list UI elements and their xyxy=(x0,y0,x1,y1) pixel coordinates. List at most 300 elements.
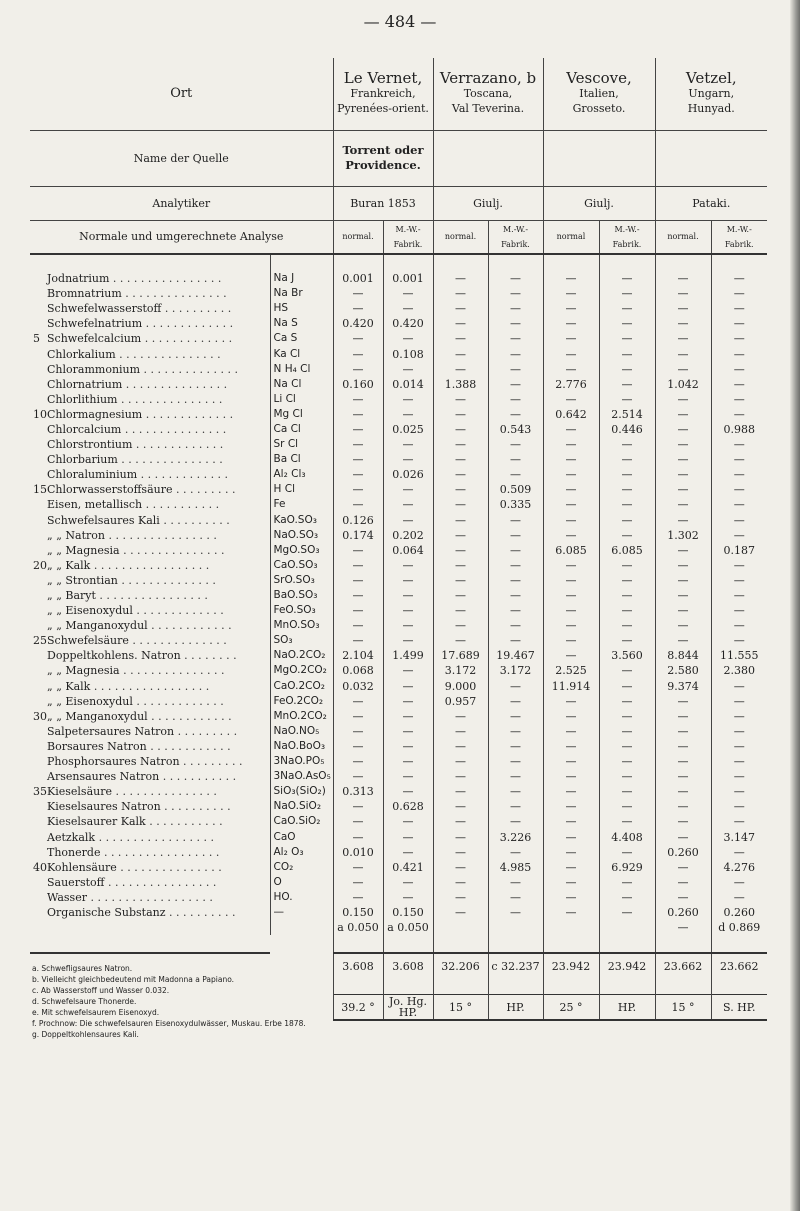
quelle-label: Name der Quelle xyxy=(30,130,333,186)
formula-cell: CaO.2CO₂ xyxy=(270,679,333,694)
value-cell: — xyxy=(599,694,655,709)
substance-name-cell xyxy=(30,482,270,497)
temperature-value: 15 ° xyxy=(433,995,488,1021)
value-cell: — xyxy=(543,739,599,754)
sub-normal: normal. xyxy=(655,220,711,254)
dot-leaders: . . . . . . . . . . . . . . . xyxy=(119,543,225,557)
substance-name-cell xyxy=(30,920,270,935)
value-cell: — xyxy=(333,301,383,316)
formula-cell: N H₄ Cl xyxy=(270,362,333,377)
value-cell: — xyxy=(433,724,488,739)
substance-name-cell xyxy=(30,392,270,407)
substance-name-cell xyxy=(30,377,270,392)
value-cell: — xyxy=(433,875,488,890)
value-cell: — xyxy=(711,558,767,573)
value-cell: — xyxy=(543,845,599,860)
value-cell: — xyxy=(711,709,767,724)
place-sub: Grosseto. xyxy=(572,102,626,116)
value-cell: — xyxy=(488,407,543,422)
value-cell: — xyxy=(383,286,433,301)
place-region: Toscana, xyxy=(463,87,513,101)
value-cell: — xyxy=(383,513,433,528)
value-cell: — xyxy=(655,331,711,346)
table-row xyxy=(30,784,767,799)
value-cell: — xyxy=(488,618,543,633)
value-cell: — xyxy=(488,301,543,316)
value-cell: 2.776 xyxy=(543,377,599,392)
dot-leaders: . . . . . . . . . . . . . . . . . xyxy=(100,845,220,859)
footnote: c. Ab Wasserstoff und Wasser 0.032. xyxy=(32,986,170,995)
table-row xyxy=(30,814,767,829)
value-cell: — xyxy=(488,769,543,784)
dot-leaders: . . . . . . . . . . . . . . . xyxy=(121,287,227,301)
value-cell: — xyxy=(433,769,488,784)
value-cell: 2.580 xyxy=(655,663,711,678)
table-row xyxy=(30,694,767,709)
value-cell: — xyxy=(543,769,599,784)
value-cell: — xyxy=(599,845,655,860)
value-cell: — xyxy=(599,482,655,497)
analyse-label: Normale und umgerechnete Analyse xyxy=(30,220,333,254)
dot-leaders: . . . . . . . . . . . . . xyxy=(137,468,229,482)
value-cell: — xyxy=(543,890,599,905)
dot-leaders: . . . . . . . . . . . . . . xyxy=(117,573,216,587)
formula-cell: — xyxy=(270,905,333,920)
dot-leaders: . . . . . . . . . . . . . . . . xyxy=(104,528,217,542)
column-le-vernet xyxy=(333,58,433,130)
substance-name-cell xyxy=(30,633,270,648)
value-cell: — xyxy=(488,558,543,573)
value-cell: — xyxy=(333,724,383,739)
table-row xyxy=(30,286,767,301)
value-cell: — xyxy=(488,679,543,694)
value-cell: — xyxy=(655,482,711,497)
value-cell: — xyxy=(383,784,433,799)
column-vescove xyxy=(543,58,655,130)
value-cell: — xyxy=(433,709,488,724)
value-cell: — xyxy=(488,890,543,905)
sub-normal: normal. xyxy=(433,220,488,254)
table-row xyxy=(30,528,767,543)
dot-leaders: . . . . . . . . . . . xyxy=(142,498,220,512)
value-cell: d 0.869 xyxy=(711,920,767,935)
substance-name: Bromnatrium xyxy=(47,287,122,301)
table-row xyxy=(30,754,767,769)
value-cell: — xyxy=(543,814,599,829)
quelle-verrazano xyxy=(433,130,543,186)
formula-cell: Na Br xyxy=(270,286,333,301)
value-cell: 2.514 xyxy=(599,407,655,422)
value-cell: 0.126 xyxy=(333,513,383,528)
temperature-value: HP. xyxy=(488,995,543,1021)
value-cell: — xyxy=(333,346,383,361)
value-cell: — xyxy=(333,286,383,301)
substance-name-cell xyxy=(30,543,270,558)
formula-cell: CaO.SiO₂ xyxy=(270,814,333,829)
formula-cell: Na S xyxy=(270,316,333,331)
value-cell: — xyxy=(488,633,543,648)
value-cell: 0.642 xyxy=(543,407,599,422)
value-cell: — xyxy=(599,497,655,512)
value-cell: — xyxy=(599,784,655,799)
table-row xyxy=(30,588,767,603)
value-cell: — xyxy=(333,497,383,512)
value-cell: 0.420 xyxy=(383,316,433,331)
formula-cell: Ca S xyxy=(270,331,333,346)
value-cell: — xyxy=(383,437,433,452)
substance-name: Schwefelnatrium xyxy=(47,317,143,331)
table-row xyxy=(30,769,767,784)
formula-cell: Al₂ O₃ xyxy=(270,845,333,860)
value-cell: — xyxy=(655,392,711,407)
substance-name: Kieselsaures Natron xyxy=(47,800,161,814)
dot-leaders: . . . . . . . . . . . . . . . xyxy=(117,453,223,467)
substance-name: „ „ Eisenoxydul xyxy=(47,604,133,618)
value-cell: — xyxy=(488,709,543,724)
dot-leaders: . . . . . . . . . . . . . . xyxy=(140,362,238,376)
value-cell: — xyxy=(655,271,711,286)
formula-cell: Li Cl xyxy=(270,392,333,407)
analytiker-vescove: Giulj. xyxy=(543,186,655,220)
formula-cell: HO. xyxy=(270,890,333,905)
value-cell: — xyxy=(333,769,383,784)
substance-name-cell xyxy=(30,754,270,769)
value-cell: — xyxy=(599,316,655,331)
dot-leaders: . . . . . . . . . . xyxy=(159,513,230,527)
value-cell: — xyxy=(433,331,488,346)
value-cell: — xyxy=(599,452,655,467)
value-cell: — xyxy=(655,829,711,844)
line-number: 5 xyxy=(33,332,40,346)
substance-name-cell xyxy=(30,558,270,573)
value-cell: 19.467 xyxy=(488,648,543,663)
value-cell: — xyxy=(383,694,433,709)
value-cell: 2.525 xyxy=(543,663,599,678)
value-cell: — xyxy=(711,694,767,709)
formula-cell: Ka Cl xyxy=(270,346,333,361)
total-value: 3.608 xyxy=(383,953,433,978)
table-row xyxy=(30,377,767,392)
value-cell: — xyxy=(383,845,433,860)
value-cell: — xyxy=(599,467,655,482)
footnote: f. Prochnow: Die schwefelsauren Eisenoxydulwässer, Muskau. Erbe 1878. xyxy=(32,1019,306,1028)
dot-leaders: . . . . . . . . . . xyxy=(160,800,231,814)
value-cell: — xyxy=(488,513,543,528)
value-cell: — xyxy=(433,860,488,875)
value-cell: — xyxy=(599,377,655,392)
value-cell: — xyxy=(599,799,655,814)
value-cell: — xyxy=(333,633,383,648)
value-cell: — xyxy=(333,362,383,377)
value-cell: — xyxy=(433,301,488,316)
substance-name: Chlornatrium xyxy=(47,377,123,391)
spacer-row xyxy=(30,254,767,271)
table-row xyxy=(30,543,767,558)
value-cell: — xyxy=(383,362,433,377)
page-number: — 484 — xyxy=(363,12,437,31)
dot-leaders: . . . . . . . . xyxy=(180,649,237,663)
substance-name: „ „ Strontian xyxy=(47,573,118,587)
dot-leaders: . . . . . . . . . . . xyxy=(159,770,237,784)
value-cell: — xyxy=(655,784,711,799)
value-cell: — xyxy=(433,392,488,407)
value-cell: 0.108 xyxy=(383,346,433,361)
value-cell: 0.026 xyxy=(383,467,433,482)
value-cell: — xyxy=(599,573,655,588)
value-cell: — xyxy=(543,724,599,739)
formula-cell: 3NaO.PO₅ xyxy=(270,754,333,769)
value-cell: — xyxy=(655,754,711,769)
value-cell: 6.085 xyxy=(599,543,655,558)
formula-cell: 3NaO.AsO₅ xyxy=(270,769,333,784)
value-cell: — xyxy=(433,573,488,588)
value-cell: — xyxy=(383,709,433,724)
formula-cell: Na J xyxy=(270,271,333,286)
value-cell: — xyxy=(543,633,599,648)
value-cell: — xyxy=(543,648,599,663)
value-cell: — xyxy=(333,437,383,452)
value-cell: — xyxy=(433,845,488,860)
value-cell: 9.374 xyxy=(655,679,711,694)
table-row xyxy=(30,890,767,905)
substance-name-cell xyxy=(30,814,270,829)
substance-name: „ „ Kalk xyxy=(47,679,91,693)
value-cell: — xyxy=(433,528,488,543)
table-row xyxy=(30,316,767,331)
substance-name-cell xyxy=(30,437,270,452)
value-cell: — xyxy=(383,407,433,422)
ort-header-row xyxy=(30,58,767,130)
substance-name: Aetzkalk xyxy=(47,830,96,844)
line-number: 35 xyxy=(33,785,47,799)
value-cell: — xyxy=(599,528,655,543)
dot-leaders: . . . . . . . . . . . . . xyxy=(132,604,224,618)
substance-name: Salpetersaures Natron xyxy=(47,724,175,738)
formula-cell: MgO.2CO₂ xyxy=(270,663,333,678)
substance-name: „ „ Kalk xyxy=(47,558,91,572)
value-cell: — xyxy=(383,679,433,694)
value-cell: — xyxy=(599,286,655,301)
value-cell: — xyxy=(655,875,711,890)
value-cell: — xyxy=(433,739,488,754)
value-cell: — xyxy=(543,301,599,316)
substance-name-cell xyxy=(30,528,270,543)
value-cell: — xyxy=(599,905,655,920)
formula-cell: BaO.SO₃ xyxy=(270,588,333,603)
formula-cell: MnO.2CO₂ xyxy=(270,709,333,724)
formula-cell: SiO₃(SiO₂) xyxy=(270,784,333,799)
value-cell: — xyxy=(433,316,488,331)
value-cell: — xyxy=(488,362,543,377)
value-cell: 0.187 xyxy=(711,543,767,558)
formula-cell: H Cl xyxy=(270,482,333,497)
formula-cell: Ca Cl xyxy=(270,422,333,437)
formula-cell: NaO.SiO₂ xyxy=(270,799,333,814)
dot-leaders: . . . . . . . . . xyxy=(179,755,243,769)
substance-name: Phosphorsaures Natron xyxy=(47,755,180,769)
substance-name-cell xyxy=(30,739,270,754)
substance-name: „ „ Manganoxydul xyxy=(47,619,148,633)
substance-name: Kohlensäure xyxy=(47,860,117,874)
table-row xyxy=(30,799,767,814)
formula-cell: NaO.BoO₃ xyxy=(270,739,333,754)
analytiker-label: Analytiker xyxy=(30,186,333,220)
value-cell xyxy=(433,920,488,935)
dot-leaders: . . . . . . . . . . . . . . . . xyxy=(95,589,208,603)
table-row xyxy=(30,709,767,724)
table-row xyxy=(30,618,767,633)
value-cell: 0.543 xyxy=(488,422,543,437)
dot-leaders: . . . . . . . . . . . . xyxy=(147,619,232,633)
value-cell: — xyxy=(543,271,599,286)
table-row xyxy=(30,346,767,361)
dot-leaders: . . . . . . . . . . . . . . . . . xyxy=(95,830,214,844)
value-cell: — xyxy=(655,860,711,875)
value-cell: 0.160 xyxy=(333,377,383,392)
table-row xyxy=(30,437,767,452)
substance-name-cell xyxy=(30,724,270,739)
value-cell: 1.499 xyxy=(383,648,433,663)
value-cell: — xyxy=(488,724,543,739)
page-binding-edge xyxy=(790,0,800,1211)
value-cell: — xyxy=(543,573,599,588)
dot-leaders: . . . . . . . . . xyxy=(174,724,238,738)
dot-leaders: . . . . . . . . . . xyxy=(161,302,232,316)
value-cell: 1.042 xyxy=(655,377,711,392)
value-cell: 0.068 xyxy=(333,663,383,678)
sub-normal: normal. xyxy=(333,220,383,254)
value-cell: 2.380 xyxy=(711,663,767,678)
value-cell: — xyxy=(655,920,711,935)
substance-name-cell xyxy=(30,407,270,422)
formula-cell xyxy=(270,920,333,935)
value-cell: — xyxy=(711,799,767,814)
substance-name-cell xyxy=(30,452,270,467)
substance-name: Eisen, metallisch xyxy=(47,498,143,512)
substance-name-cell xyxy=(30,588,270,603)
value-cell: — xyxy=(488,331,543,346)
value-cell: — xyxy=(655,769,711,784)
value-cell: — xyxy=(711,603,767,618)
table-row xyxy=(30,905,767,920)
value-cell: — xyxy=(655,618,711,633)
substance-name: Wasser xyxy=(47,890,87,904)
value-cell: — xyxy=(543,467,599,482)
value-cell: — xyxy=(711,769,767,784)
value-cell: — xyxy=(383,618,433,633)
value-cell: — xyxy=(711,301,767,316)
substance-name: Organische Substanz xyxy=(47,905,166,919)
value-cell: 0.010 xyxy=(333,845,383,860)
formula-cell: HS xyxy=(270,301,333,316)
value-cell: — xyxy=(655,407,711,422)
substance-name: Chlorammonium xyxy=(47,362,141,376)
formula-cell: FeO.SO₃ xyxy=(270,603,333,618)
substance-name: Borsaures Natron xyxy=(47,739,147,753)
value-cell: — xyxy=(333,799,383,814)
value-cell: 3.147 xyxy=(711,829,767,844)
value-cell: — xyxy=(599,603,655,618)
substance-name-cell xyxy=(30,497,270,512)
table-row xyxy=(30,648,767,663)
value-cell: — xyxy=(433,452,488,467)
dot-leaders: . . . . . . . . . . . . . . . xyxy=(115,347,221,361)
value-cell: — xyxy=(711,618,767,633)
substance-name-cell xyxy=(30,603,270,618)
formula-cell: CaO xyxy=(270,829,333,844)
value-cell: — xyxy=(599,392,655,407)
substance-name-cell xyxy=(30,286,270,301)
value-cell: — xyxy=(711,784,767,799)
value-cell: — xyxy=(711,497,767,512)
value-cell xyxy=(599,920,655,935)
value-cell: — xyxy=(383,724,433,739)
value-cell: — xyxy=(488,543,543,558)
substance-name-cell xyxy=(30,709,270,724)
substance-name-cell xyxy=(30,331,270,346)
value-cell: — xyxy=(383,392,433,407)
substance-name: Arsensaures Natron xyxy=(47,770,160,784)
formula-cell: CaO.SO₃ xyxy=(270,558,333,573)
line-number: 15 xyxy=(33,483,47,497)
value-cell: — xyxy=(383,497,433,512)
value-cell: — xyxy=(655,633,711,648)
ort-label: Ort xyxy=(30,58,333,130)
value-cell: — xyxy=(655,497,711,512)
formula-cell: NaO.SO₃ xyxy=(270,528,333,543)
value-cell: — xyxy=(488,588,543,603)
value-cell: — xyxy=(333,467,383,482)
value-cell: — xyxy=(383,588,433,603)
value-cell: — xyxy=(433,286,488,301)
dot-leaders: . . . . . . . . . . . . . . xyxy=(128,634,227,648)
analytiker-header-row xyxy=(30,186,767,220)
value-cell: 3.560 xyxy=(599,648,655,663)
value-cell: — xyxy=(543,784,599,799)
value-cell: — xyxy=(383,633,433,648)
value-cell: — xyxy=(543,422,599,437)
substance-name: Thonerde xyxy=(47,845,101,859)
column-verrazano xyxy=(433,58,543,130)
quelle-vescove xyxy=(543,130,655,186)
value-cell: — xyxy=(711,845,767,860)
value-cell: 3.172 xyxy=(433,663,488,678)
table-row xyxy=(30,558,767,573)
value-cell: — xyxy=(433,829,488,844)
value-cell: — xyxy=(333,422,383,437)
value-cell: — xyxy=(711,437,767,452)
value-cell: 6.085 xyxy=(543,543,599,558)
value-cell: — xyxy=(488,316,543,331)
substance-name-cell xyxy=(30,799,270,814)
dot-leaders: . . . . . . . . . . . . . . . xyxy=(122,377,228,391)
table-row xyxy=(30,679,767,694)
place-name: Vetzel, xyxy=(685,69,737,88)
substance-name-cell xyxy=(30,573,270,588)
table-row xyxy=(30,739,767,754)
value-cell: — xyxy=(433,422,488,437)
value-cell: — xyxy=(655,513,711,528)
line-number: 10 xyxy=(33,407,47,421)
value-cell: — xyxy=(711,482,767,497)
value-cell: — xyxy=(711,679,767,694)
value-cell: — xyxy=(383,754,433,769)
value-cell: — xyxy=(488,467,543,482)
value-cell: — xyxy=(599,513,655,528)
value-cell: — xyxy=(433,588,488,603)
substance-name-cell xyxy=(30,784,270,799)
value-cell: — xyxy=(599,724,655,739)
